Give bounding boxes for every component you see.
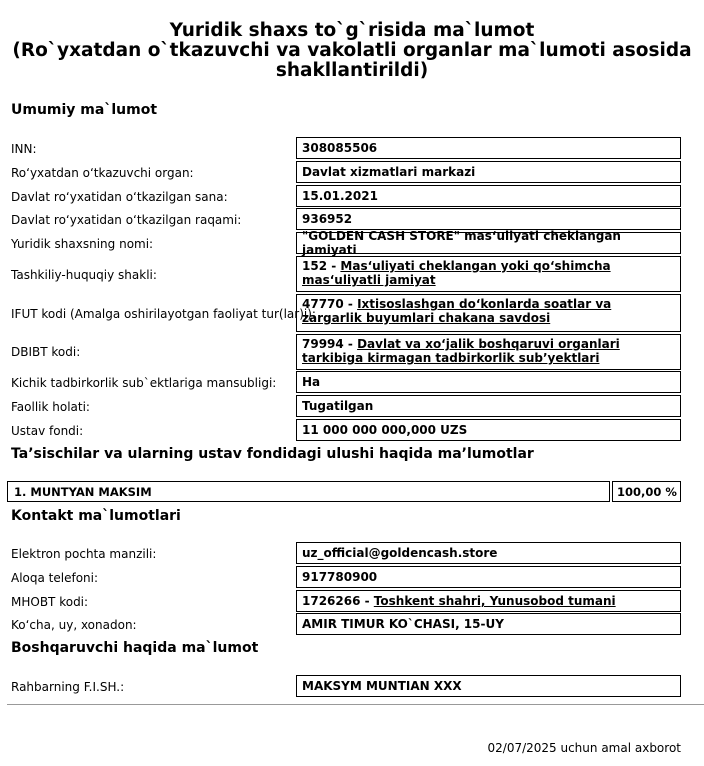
ifut-code-link[interactable]: Ixtisoslashgan do‘konlarda soatlar va zargarlik buyumlari chakana savdosi [302,297,612,325]
legal-form-link[interactable]: Mas‘uliyati cheklangan yoki qo‘shimcha mas‘uliyatli jamiyat [302,259,611,287]
small-business-value: Ha [296,371,681,393]
registration-number-value: 936952 [296,208,681,230]
inn-label: INN: [11,142,37,156]
phone-value: 917780900 [296,566,681,588]
street-address-label: Ko‘cha, uy, xonadon: [11,618,137,632]
director-name-value: MAKSYM MUNTIAN XXX [296,675,681,697]
street-address-value: AMIR TIMUR KO`CHASI, 15-UY [296,613,681,635]
inn-value: 308085506 [296,137,681,159]
charter-capital-value: 11 000 000 000,000 UZS [296,419,681,441]
ifut-code-value: 47770 - Ixtisoslashgan do‘konlarda soatlar va zargarlik buyumlari chakana savdosi [296,294,681,332]
activity-status-value: Tugatilgan [296,395,681,417]
registering-organ-label: Ro‘yxatdan o‘tkazuvchi organ: [11,166,194,180]
activity-status-label: Faollik holati: [11,400,90,414]
phone-label: Aloqa telefoni: [11,571,99,585]
dbibt-code-label: DBIBT kodi: [11,345,81,359]
dbibt-code-link[interactable]: Davlat va xo‘jalik boshqaruvi organlari tarkibiga kirmagan tadbirkorlik sub’yektlari [302,337,620,365]
registration-date-label: Davlat ro‘yxatidan o‘tkazilgan sana: [11,190,228,204]
small-business-label: Kichik tadbirkorlik sub`ektlariga mansubligi: [11,376,277,390]
general-heading: Umumiy ma`lumot [11,102,158,118]
legal-form-value: 152 - Mas‘uliyati cheklangan yoki qo‘shimcha mas‘uliyatli jamiyat [296,256,681,292]
mhobt-code-value: 1726266 - Toshkent shahri, Yunusobod tumani [296,590,681,612]
company-name-value: "GOLDEN CASH STORE" mas‘uliyati cheklangan jamiyati [296,232,681,254]
mhobt-code-link[interactable]: Toshkent shahri, Yunusobod tumani [373,594,616,608]
ifut-code-label: IFUT kodi (Amalga oshirilayotgan faoliyat tur(lar)i): [11,307,316,321]
registration-number-label: Davlat ro‘yxatidan o‘tkazilgan raqami: [11,213,242,227]
legal-form-label: Tashkiliy-huquqiy shakli: [11,268,157,282]
footer-divider [7,704,704,705]
contacts-heading: Kontakt ma`lumotlari [11,508,181,524]
footer-date-note: 02/07/2025 uchun amal axborot [487,741,681,755]
registration-date-value: 15.01.2021 [296,185,681,207]
charter-capital-label: Ustav fondi: [11,424,84,438]
title-line-1: Yuridik shaxs to`g`risida ma`lumot [169,20,535,41]
founders-heading: Ta’sischilar va ularning ustav fondidagi ulushi haqida ma’lumotlar [11,446,534,462]
director-name-label: Rahbarning F.I.SH.: [11,680,125,694]
mhobt-code-label: MHOBT kodi: [11,595,89,609]
email-value: uz_official@goldencash.store [296,542,681,564]
founder-share: 100,00 % [612,481,681,502]
founder-name: 1. MUNTYAN MAKSIM [7,481,610,502]
management-heading: Boshqaruvchi haqida ma`lumot [11,640,259,656]
title-line-3: shakllantirildi) [275,60,429,81]
registering-organ-value: Davlat xizmatlari markazi [296,161,681,183]
email-label: Elektron pochta manzili: [11,547,157,561]
document-title [0,21,704,81]
title-line-2: (Ro`yxatdan o`tkazuvchi va vakolatli organlar ma`lumoti asosida [12,40,692,61]
company-name-label: Yuridik shaxsning nomi: [11,237,154,251]
dbibt-code-value: 79994 - Davlat va xo‘jalik boshqaruvi organlari tarkibiga kirmagan tadbirkorlik sub’yektlari [296,334,681,370]
